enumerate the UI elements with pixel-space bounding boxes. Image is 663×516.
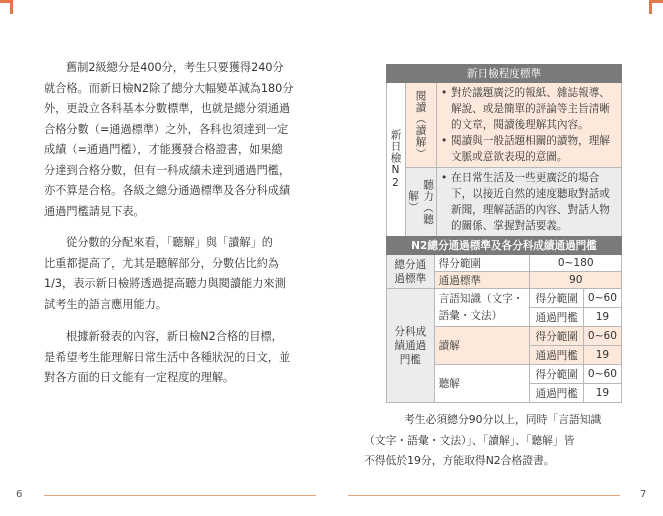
footer-rule-left bbox=[44, 495, 316, 496]
text-line: 分達到合格分數，但有一科成績未達到通過門檻， bbox=[44, 163, 291, 177]
threshold-value: 19 bbox=[583, 384, 621, 403]
listening-item-1: • 在日常生活及一些更廣泛的場合下，以接近自然的速度聽取對話或新聞，理解話語的內容、對話人物的關係、掌握對話要義。 bbox=[441, 170, 617, 234]
score-table-title: N2總分通過標準及各分科成績通過門檻 bbox=[387, 237, 622, 255]
left-paragraph-3 bbox=[44, 327, 324, 389]
reading-item-1: • 對於議題廣泛的報紙、雜誌報導、解說、或是簡單的評論等主旨清晰的文章，閱讀後理解其內容。 bbox=[441, 85, 617, 133]
corner-mark-top-right-v bbox=[649, 0, 652, 14]
text-line: 比重都提高了，尤其是聽解部分，分數佔比約為 bbox=[44, 256, 279, 270]
range-label: 得分範圍 bbox=[530, 327, 583, 346]
subject-name: 讀解 bbox=[434, 327, 530, 365]
range-label: 得分範圍 bbox=[530, 365, 583, 384]
threshold-label: 通過門檻 bbox=[530, 308, 583, 327]
level-table-title: 新日檢程度標準 bbox=[387, 65, 622, 83]
left-paragraph-2 bbox=[44, 233, 324, 315]
text-line: 對各方面的日文能有一定程度的理解。 bbox=[44, 371, 235, 384]
text-line: 就合格。而新日檢N2除了總分大幅變革減為180分 bbox=[44, 81, 294, 95]
pass-label: 通過標準 bbox=[434, 272, 530, 289]
left-paragraph-1 bbox=[44, 58, 324, 222]
page-number-right: 7 bbox=[640, 489, 647, 500]
text-line: 成績（=通過門檻），才能獲發合格證書，如果總 bbox=[44, 143, 283, 156]
total-range-value: 0~180 bbox=[530, 255, 622, 272]
pass-value: 90 bbox=[530, 272, 622, 289]
text-line: 不得低於19分，方能取得N2合格證書。 bbox=[364, 454, 555, 467]
score-table bbox=[386, 236, 622, 403]
level-label: 新日檢N2 bbox=[387, 83, 406, 237]
text-line: 通過門檻請見下表。 bbox=[44, 204, 145, 218]
text-line: 試考生的語言應用能力。 bbox=[44, 297, 168, 311]
text-line: 舊制2級總分是400分，考生只要獲得240分 bbox=[66, 61, 284, 74]
total-label: 總分通過標準 bbox=[387, 255, 435, 289]
subject-name: 聽解 bbox=[434, 365, 530, 403]
skill-reading: 閱讀（讀解） bbox=[406, 83, 437, 168]
skill-listening: 聽力（聽解） bbox=[406, 168, 437, 237]
text-line: 外，更設立各科基本分數標準，也就是總分須通過 bbox=[44, 102, 291, 115]
text-line: 亦不算是合格。各級之總分通過標準及各分科成績 bbox=[44, 184, 291, 197]
total-range-label: 得分範圍 bbox=[434, 255, 530, 272]
corner-mark-top-left-v bbox=[10, 0, 13, 14]
threshold-label: 通過門檻 bbox=[530, 384, 583, 403]
text-line: 根據新發表的內容，新日檢N2合格的目標， bbox=[66, 330, 283, 343]
footer-rule-right bbox=[348, 495, 620, 496]
text-line: 從分數的分配來看，「聽解」與「讀解」的 bbox=[66, 236, 273, 249]
range-value: 0~60 bbox=[583, 327, 621, 346]
threshold-value: 19 bbox=[583, 308, 621, 327]
page-number-left: 6 bbox=[16, 489, 23, 500]
range-value: 0~60 bbox=[583, 289, 621, 308]
text-line: 合格分數（=通過標準）之外，各科也須達到一定 bbox=[44, 122, 289, 136]
text-line: 考生必須總分90分以上，同時「言語知識 bbox=[404, 413, 602, 426]
reading-item-2: • 閱讀與一般話題相關的讀物，理解文脈或意欲表現的意圖。 bbox=[441, 133, 617, 165]
range-label: 得分範圍 bbox=[530, 289, 583, 308]
threshold-label: 通過門檻 bbox=[530, 346, 583, 365]
text-line: 是希望考生能理解日常生活中各種狀況的日文，並 bbox=[44, 350, 291, 364]
subject-name: 言語知識（文字・語彙・文法） bbox=[434, 289, 530, 327]
right-paragraph bbox=[364, 410, 628, 472]
threshold-value: 19 bbox=[583, 346, 621, 365]
text-line: （文字・語彙・文法）」、「讀解」、「聽解」皆 bbox=[364, 433, 575, 447]
range-value: 0~60 bbox=[583, 365, 621, 384]
section-label: 分科成績通過門檻 bbox=[387, 289, 435, 403]
level-standard-table bbox=[386, 64, 622, 237]
text-line: 1/3，表示新日檢將透過提高聽力與閱讀能力來測 bbox=[44, 277, 286, 290]
